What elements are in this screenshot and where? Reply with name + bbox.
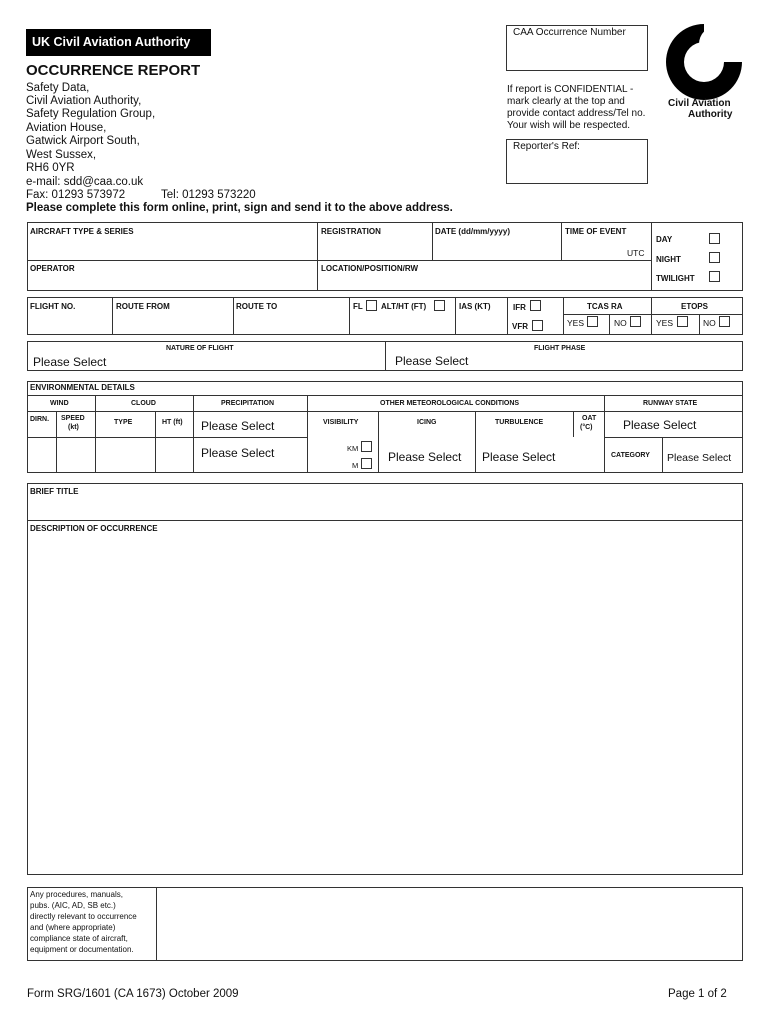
- twilight-checkbox[interactable]: [709, 271, 720, 282]
- tcas-ra-label: TCAS RA: [587, 302, 623, 311]
- address-line: Safety Regulation Group,: [26, 108, 156, 120]
- confidential-note: Your wish will be respected.: [507, 120, 631, 131]
- procedures-text: Any procedures, manuals,: [30, 890, 123, 899]
- procedures-text: compliance state of aircraft,: [30, 934, 128, 943]
- night-label: NIGHT: [656, 255, 681, 264]
- fl-label: FL: [353, 302, 363, 311]
- alt-ht-label: ALT/HT (FT): [381, 302, 427, 311]
- confidential-note: mark clearly at the top and: [507, 96, 625, 107]
- flight-phase-select[interactable]: Please Select: [395, 354, 469, 368]
- instruction-text: Please complete this form online, print, sign and send it to the above address.: [26, 202, 453, 214]
- etops-no-checkbox[interactable]: [719, 316, 730, 327]
- occurrence-number-label: CAA Occurrence Number: [513, 27, 626, 38]
- operator-label: OPERATOR: [30, 264, 75, 273]
- ifr-checkbox[interactable]: [530, 300, 541, 311]
- day-checkbox[interactable]: [709, 233, 720, 244]
- location-label: LOCATION/POSITION/RW: [321, 264, 419, 273]
- reporters-ref-label: Reporter's Ref:: [513, 141, 580, 152]
- address-line: Civil Aviation Authority,: [26, 95, 142, 107]
- precipitation-select-2[interactable]: Please Select: [201, 446, 275, 460]
- speed-unit-label: (kt): [68, 424, 79, 431]
- vfr-label: VFR: [512, 322, 528, 331]
- runway-state-label: RUNWAY STATE: [643, 400, 698, 407]
- fax-line: Fax: 01293 573972: [26, 189, 126, 201]
- registration-label: REGISTRATION: [321, 227, 381, 236]
- icing-label: ICING: [417, 419, 437, 426]
- night-checkbox[interactable]: [709, 252, 720, 263]
- flight-phase-label: FLIGHT PHASE: [534, 345, 586, 352]
- category-select[interactable]: Please Select: [667, 452, 732, 464]
- oat-label: OAT: [582, 415, 597, 422]
- nature-of-flight-select[interactable]: Please Select: [33, 355, 107, 369]
- route-to-label: ROUTE TO: [236, 302, 278, 311]
- time-of-event-label: TIME OF EVENT: [565, 227, 627, 236]
- aircraft-type-label: AIRCRAFT TYPE & SERIES: [30, 227, 134, 236]
- caa-logo-text-2: Authority: [688, 109, 733, 120]
- brief-title-field[interactable]: [27, 483, 743, 521]
- nature-of-flight-label: NATURE OF FLIGHT: [166, 345, 234, 352]
- caa-logo-icon: [664, 22, 744, 102]
- description-label: DESCRIPTION OF OCCURRENCE: [30, 524, 158, 533]
- precipitation-label: PRECIPITATION: [221, 400, 275, 407]
- category-label: CATEGORY: [611, 452, 650, 459]
- turbulence-label: TURBULENCE: [495, 419, 544, 426]
- caa-logo-text-1: Civil Aviation: [668, 98, 731, 109]
- procedures-text: and (where appropriate): [30, 923, 116, 932]
- address-line: Safety Data,: [26, 82, 90, 94]
- precipitation-select-1[interactable]: Please Select: [201, 419, 275, 433]
- wind-label: WIND: [50, 400, 69, 407]
- m-checkbox[interactable]: [361, 458, 372, 469]
- address-line: Gatwick Airport South,: [26, 135, 140, 147]
- etops-no-label: NO: [703, 318, 716, 328]
- utc-label: UTC: [627, 248, 645, 258]
- environmental-title: ENVIRONMENTAL DETAILS: [30, 383, 135, 392]
- etops-label: ETOPS: [681, 302, 708, 311]
- alt-ht-checkbox[interactable]: [434, 300, 445, 311]
- route-from-label: ROUTE FROM: [116, 302, 170, 311]
- km-checkbox[interactable]: [361, 441, 372, 452]
- email-line: e-mail: sdd@caa.co.uk: [26, 176, 144, 188]
- brief-title-label: BRIEF TITLE: [30, 487, 79, 496]
- ias-label: IAS (KT): [459, 302, 491, 311]
- brand-bar-text: UK Civil Aviation Authority: [32, 35, 191, 49]
- fl-checkbox[interactable]: [366, 300, 377, 311]
- tcas-yes-checkbox[interactable]: [587, 316, 598, 327]
- cloud-type-label: TYPE: [114, 419, 133, 426]
- cloud-ht-label: HT (ft): [162, 419, 183, 426]
- other-met-label: OTHER METEOROLOGICAL CONDITIONS: [380, 400, 520, 407]
- tcas-yes-label: YES: [567, 318, 585, 328]
- twilight-label: TWILIGHT: [656, 274, 695, 283]
- description-field[interactable]: [27, 520, 743, 875]
- tcas-no-label: NO: [614, 318, 627, 328]
- page-number: Page 1 of 2: [668, 988, 727, 1000]
- visibility-label: VISIBILITY: [323, 419, 359, 426]
- tcas-no-checkbox[interactable]: [630, 316, 641, 327]
- confidential-note: If report is CONFIDENTIAL -: [507, 84, 634, 95]
- cloud-label: CLOUD: [131, 400, 156, 407]
- etops-yes-label: YES: [656, 318, 674, 328]
- ifr-label: IFR: [513, 303, 526, 312]
- oat-unit-label: (°C): [580, 424, 593, 431]
- procedures-field[interactable]: [157, 888, 742, 960]
- speed-label: SPEED: [61, 415, 85, 422]
- procedures-text: pubs. (AIC, AD, SB etc.): [30, 901, 116, 910]
- day-label: DAY: [656, 235, 673, 244]
- km-label: KM: [347, 444, 359, 453]
- confidential-note: provide contact address/Tel no.: [507, 108, 646, 119]
- address-line: RH6 0YR: [26, 162, 75, 174]
- m-label: M: [352, 461, 359, 470]
- flight-no-label: FLIGHT NO.: [30, 302, 76, 311]
- vfr-checkbox[interactable]: [532, 320, 543, 331]
- address-line: Aviation House,: [26, 122, 107, 134]
- date-label: DATE (dd/mm/yyyy): [435, 227, 510, 236]
- runway-state-select[interactable]: Please Select: [623, 418, 697, 432]
- form-reference: Form SRG/1601 (CA 1673) October 2009: [27, 988, 239, 1000]
- icing-select[interactable]: Please Select: [388, 450, 462, 464]
- procedures-text: equipment or documentation.: [30, 945, 134, 954]
- procedures-text: directly relevant to occurrence: [30, 912, 137, 921]
- address-line: West Sussex,: [26, 149, 97, 161]
- etops-yes-checkbox[interactable]: [677, 316, 688, 327]
- page-title: OCCURRENCE REPORT: [26, 62, 201, 79]
- tel-line: Tel: 01293 573220: [161, 189, 256, 201]
- dirn-label: DIRN.: [30, 416, 50, 423]
- turbulence-select[interactable]: Please Select: [482, 450, 556, 464]
